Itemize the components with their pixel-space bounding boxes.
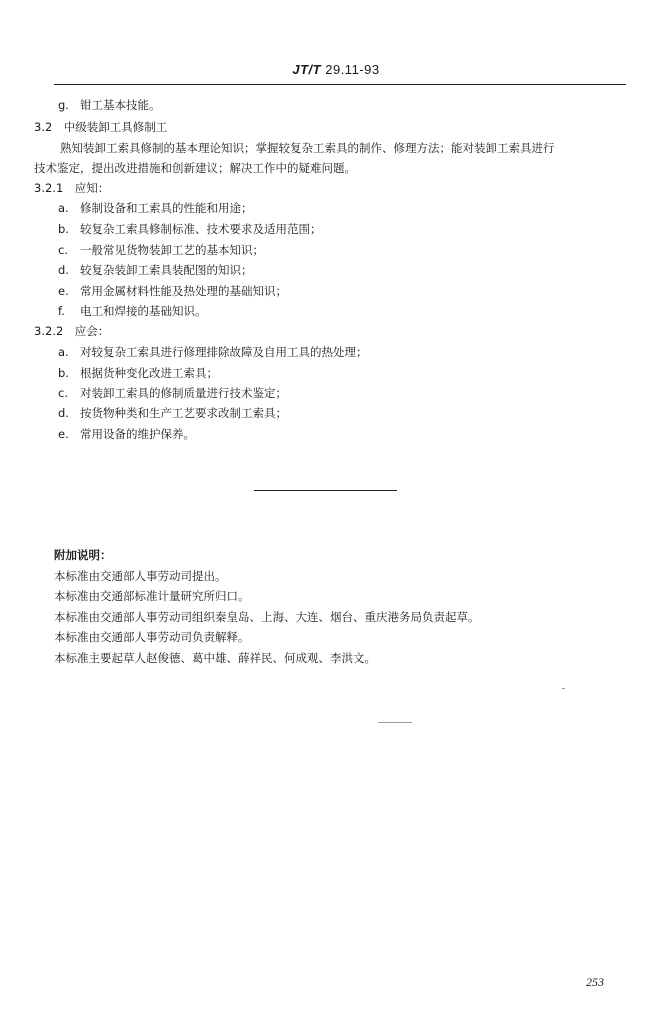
item-text: 对较复杂工索具进行修理排除故障及自用工具的热处理； <box>80 345 368 359</box>
item-label: e. <box>58 427 69 441</box>
appendix-line: 本标准由交通部人事劳动司组织秦皇岛、上海、大连、烟台、重庆港务局负责起草。 <box>54 610 480 624</box>
item-label: g. <box>58 98 69 112</box>
item-text: 对装卸工索具的修制质量进行技术鉴定； <box>80 386 287 400</box>
item-text: 钳工基本技能。 <box>80 98 161 112</box>
appendix-title: 附加说明： <box>54 548 112 562</box>
know-item-a <box>58 201 253 215</box>
item-label: d. <box>58 406 69 420</box>
can-item-d <box>58 406 287 420</box>
standard-number: 29.11 <box>325 62 360 77</box>
item-label: d. <box>58 263 69 277</box>
section-3-2-1-title: 3.2.1 应知： <box>34 181 110 195</box>
item-text: 一般常见货物装卸工艺的基本知识； <box>80 243 264 257</box>
page-header: JT/T 29.11-93 <box>292 62 380 77</box>
item-label: a. <box>58 345 69 359</box>
scan-speck <box>378 722 412 723</box>
can-item-e <box>58 427 195 441</box>
item-label: b. <box>58 366 69 380</box>
know-item-b <box>58 222 322 236</box>
item-text: 按货物种类和生产工艺要求改制工索具； <box>80 406 287 420</box>
can-item-b <box>58 366 218 380</box>
appendix-line: 本标准由交通部人事劳动司负责解释。 <box>54 630 250 644</box>
section-3-2-2-title: 3.2.2 应会： <box>34 324 110 338</box>
item-text: 修制设备和工索具的性能和用途； <box>80 201 253 215</box>
section-3-2-paragraph-line1: 熟知装卸工索具修制的基本理论知识；掌握较复杂工索具的制作、修理方法；能对装卸工索具进行 <box>60 141 555 155</box>
know-item-e <box>58 284 287 298</box>
section-end-rule <box>254 490 397 491</box>
scan-speck <box>562 688 565 689</box>
item-label: e. <box>58 284 69 298</box>
item-label: a. <box>58 201 69 215</box>
know-item-c <box>58 243 264 257</box>
item-text: 较复杂装卸工索具装配图的知识； <box>80 263 253 277</box>
standard-year: 93 <box>364 62 380 77</box>
section-3-2-paragraph-line2: 技术鉴定，提出改进措施和创新建议；解决工作中的疑难问题。 <box>34 161 356 175</box>
item-text: 根据货种变化改进工索具； <box>80 366 218 380</box>
item-g <box>58 98 161 112</box>
section-3-2-title: 3.2 中级装卸工具修制工 <box>34 120 168 134</box>
know-item-f <box>58 304 207 318</box>
item-text: 电工和焊接的基础知识。 <box>80 304 207 318</box>
item-label: c. <box>58 243 68 257</box>
appendix-line: 本标准主要起草人赵俊德、葛中雄、薛祥民、何成观、李洪文。 <box>54 651 376 665</box>
page-number: 253 <box>586 975 604 989</box>
item-label: f. <box>58 304 65 318</box>
item-label: c. <box>58 386 68 400</box>
standard-code: JT/T <box>292 62 322 77</box>
header-rule <box>54 84 626 85</box>
appendix-line: 本标准由交通部人事劳动司提出。 <box>54 569 227 583</box>
item-text: 常用金属材料性能及热处理的基础知识； <box>80 284 287 298</box>
item-text: 较复杂工索具修制标准、技术要求及适用范围； <box>80 222 322 236</box>
item-label: b. <box>58 222 69 236</box>
know-item-d <box>58 263 253 277</box>
can-item-a <box>58 345 368 359</box>
item-text: 常用设备的维护保养。 <box>80 427 195 441</box>
appendix-line: 本标准由交通部标准计量研究所归口。 <box>54 589 250 603</box>
can-item-c <box>58 386 287 400</box>
